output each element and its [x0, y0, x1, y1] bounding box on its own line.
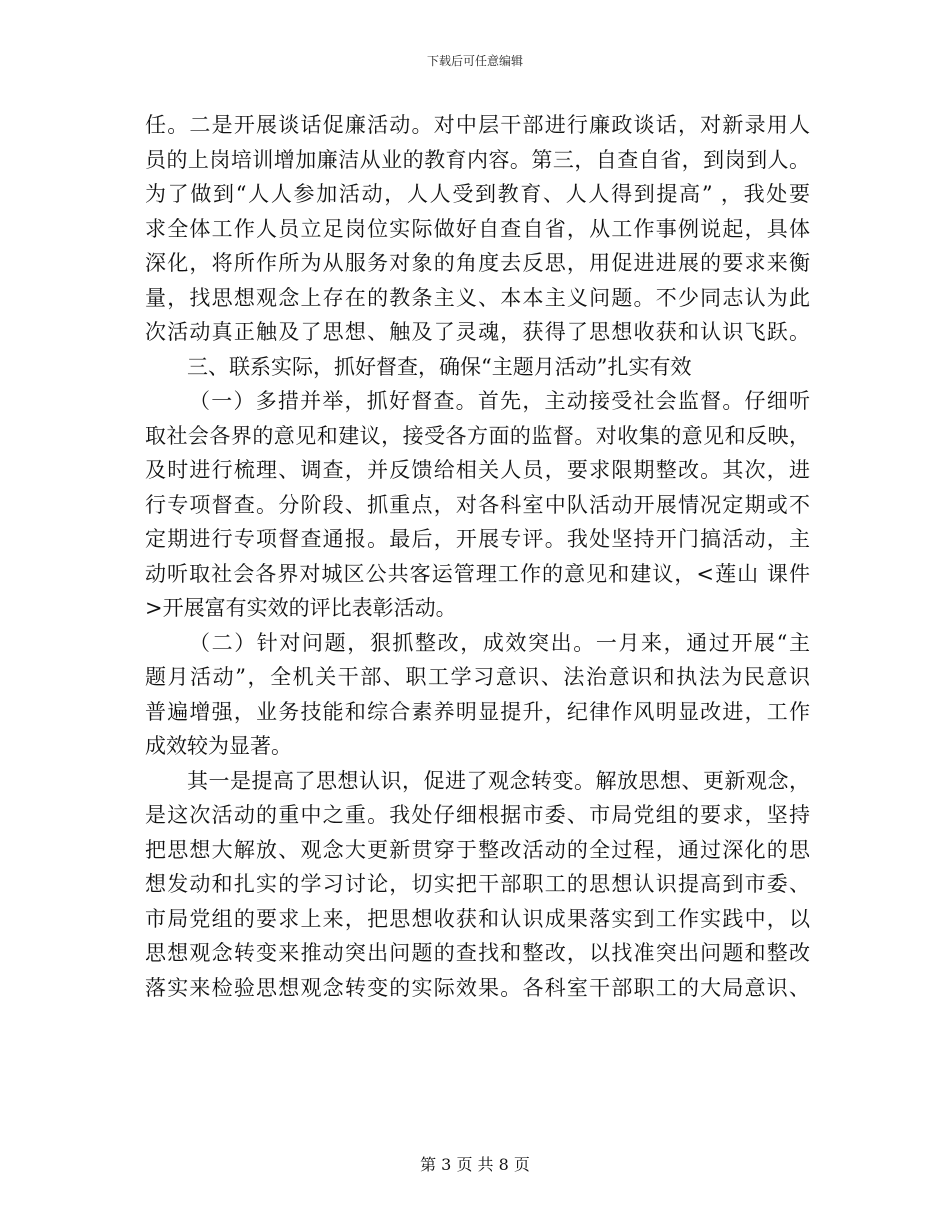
- text-line: 及时进行梳理、调查，并反馈给相关人员，要求限期整改。其次，进: [145, 458, 810, 482]
- document-body: [145, 108, 810, 1005]
- text-line: 成效较为显著。: [145, 734, 292, 758]
- text-line: 是这次活动的重中之重。我处仔细根据市委、市局党组的要求，坚持: [145, 803, 810, 827]
- text-line: 其一是提高了思想认识，促进了观念转变。解放思想、更新观念，: [187, 768, 810, 793]
- text-line: 想发动和扎实的学习讨论，切实把干部职工的思想认识提高到市委、: [145, 872, 810, 896]
- text-line: （二）针对问题，狠抓整改，成效突出。一月来，通过开展“主: [189, 630, 810, 655]
- text-line: 落实来检验思想观念转变的实际效果。各科室干部职工的大局意识、: [145, 975, 810, 1000]
- text-line: 市局党组的要求上来，把思想收获和认识成果落实到工作实践中，以: [145, 906, 810, 931]
- page-header: 下载后可任意编辑: [426, 54, 523, 68]
- text-line: 员的上岗培训增加廉洁从业的教育内容。第三，自查自省，到岗到人。: [145, 147, 810, 172]
- text-line: 思想观念转变来推动突出问题的查找和整改，以找准突出问题和整改: [145, 941, 810, 965]
- text-line: 行专项督查。分阶段、抓重点，对各科室中队活动开展情况定期或不: [145, 492, 810, 517]
- text-line: 题月活动”，全机关干部、职工学习意识、法治意识和执法为民意识: [145, 665, 810, 689]
- page-footer: 第 3 页 共 8 页: [420, 1155, 530, 1174]
- section-heading: 三、联系实际，抓好督查，确保“主题月活动”扎实有效: [187, 354, 692, 379]
- text-line: 次活动真正触及了思想、触及了灵魂，获得了思想收获和认识飞跃。: [145, 320, 810, 344]
- text-line: 任。二是开展谈话促廉活动。对中层干部进行廉政谈话，对新录用人: [145, 113, 810, 137]
- text-line: >开展富有实效的评比表彰活动。: [145, 596, 457, 620]
- text-line: 动听取社会各界对城区公共客运管理工作的意见和建议，<莲山 课件: [145, 561, 810, 586]
- text-line: 取社会各界的意见和建议，接受各方面的监督。对收集的意见和反映，: [145, 423, 810, 448]
- text-line: 把思想大解放、观念大更新贯穿于整改活动的全过程，通过深化的思: [145, 837, 810, 862]
- text-line: 定期进行专项督查通报。最后，开展专评。我处坚持开门搞活动，主: [145, 527, 810, 551]
- text-line: 为了做到“人人参加活动，人人受到教育、人人得到提高” ，我处要: [145, 182, 810, 206]
- text-line: 求全体工作人员立足岗位实际做好自查自省，从工作事例说起，具体: [145, 216, 810, 241]
- text-line: 普遍增强，业务技能和综合素养明显提升，纪律作风明显改进，工作: [145, 699, 810, 724]
- text-line: （一）多措并举，抓好督查。首先，主动接受社会监督。仔细听: [189, 389, 810, 413]
- text-line: 深化，将所作所为从服务对象的角度去反思，用促进进展的要求来衡: [145, 251, 810, 275]
- text-line: 量，找思想观念上存在的教条主义、本本主义问题。不少同志认为此: [145, 285, 810, 310]
